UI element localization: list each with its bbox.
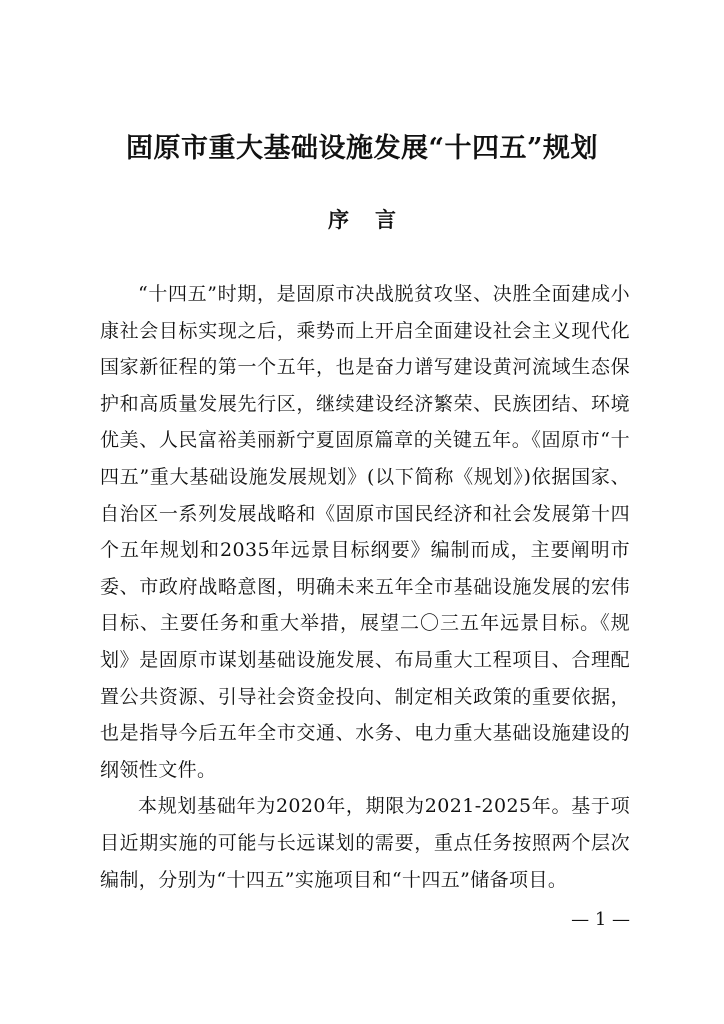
page-title: 固原市重大基础设施发展“十四五”规划: [125, 133, 599, 164]
page-number: — 1 —: [571, 909, 630, 930]
paragraph: 本规划基础年为2020年，期限为2021-2025年。基于项目近期实施的可能与长远谋划的需要，重点任务按照两个层次编制，分别为“十四五”实施项目和“十四五”储备项目。: [100, 795, 630, 891]
document-body: [100, 276, 630, 898]
paragraph: “十四五”时期，是固原市决战脱贫攻坚、决胜全面建成小康社会目标实现之后，乘势而上开启全面建设社会主义现代化国家新征程的第一个五年，也是奋力谱写建设黄河流域生态保护和高质量发展先行区，继续建设经济繁荣、民族团结、环境优美、人民富裕美丽新宁夏固原篇章的关键五年。《固原市“十四五”重大基础设施发展规划》(以下简称《规划》)依据国家、自治区一系列发展战略和《固原市国民经济和社会发展第十四个五年规划和2035年远景目标纲要》编制而成，主要阐明市委、市政府战略意图，明确未来五年全市基础设施发展的宏伟目标、主要任务和重大举措，展望二〇三五年远景目标。《规划》是固原市谋划基础设施发展、布局重大工程项目、合理配置公共资源、引导社会资金投向、制定相关政策的重要依据，也是指导今后五年全市交通、水务、电力重大基础设施建设的纲领性文件。: [100, 283, 630, 781]
section-title: 序言: [328, 207, 422, 232]
